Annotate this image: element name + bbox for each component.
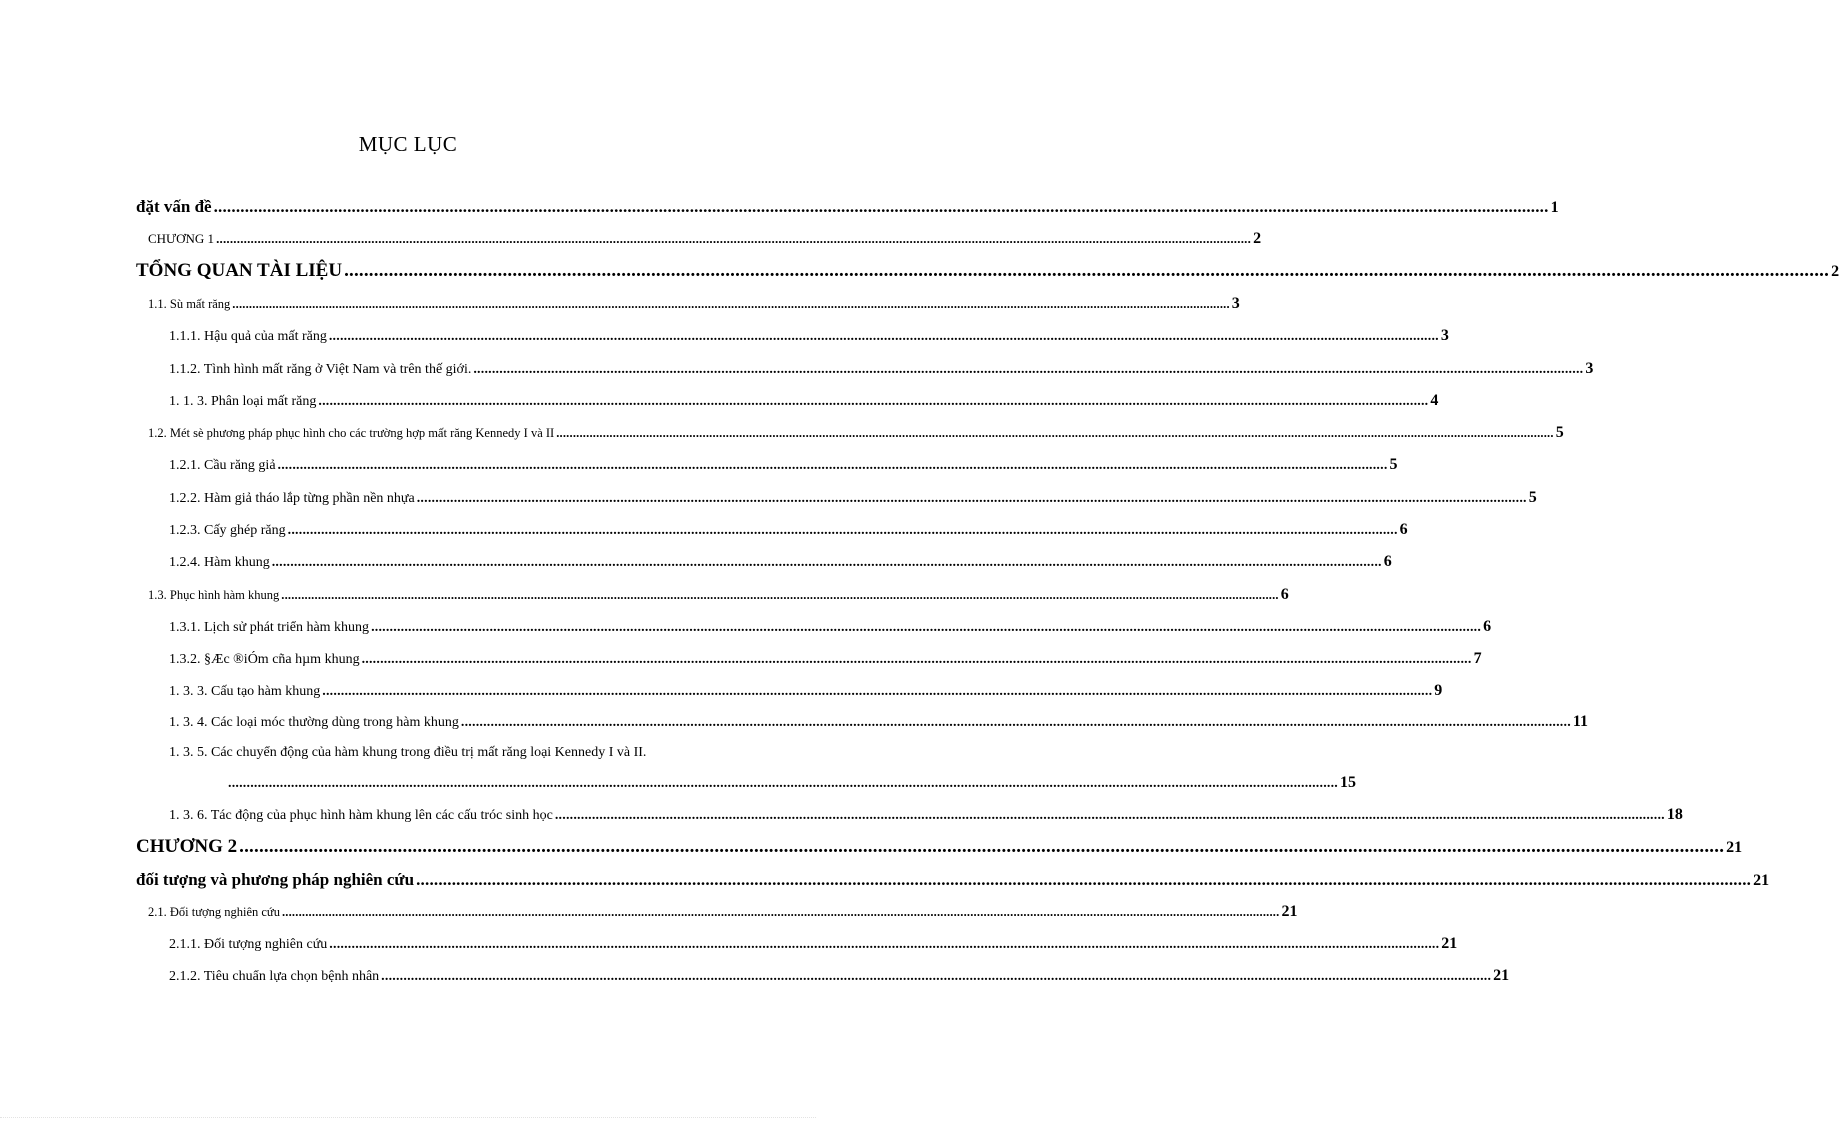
toc-entry-page: 9	[1434, 682, 1443, 699]
toc-leader-dots: ............................................................................................................................................................................................................................................................................................................	[322, 684, 1433, 699]
toc-entry[interactable]	[169, 806, 1683, 824]
toc-leader-dots: ............................................................................................................................................................................................................................................................................................................	[416, 491, 1527, 506]
toc-entry-page: 18	[1666, 806, 1683, 823]
toc-entry-page: 6	[1383, 553, 1392, 570]
toc-entry-label: 1.1.2. Tình hình mất răng ở Việt Nam và trên thế giới.	[169, 362, 472, 377]
toc-entry-page: 2	[1831, 263, 1839, 280]
toc-leader-dots: ............................................................................................................................................................................................................................................................................................................	[281, 588, 1279, 602]
toc-entry[interactable]	[169, 967, 1510, 985]
toc-entry-page: 2	[1253, 230, 1262, 247]
toc-leader-dots: ............................................................................................................................................................................................................................................................................................................	[329, 937, 1440, 952]
toc-entry-page: 21	[1753, 872, 1770, 889]
toc-entry-page: 11	[1572, 713, 1589, 730]
toc-leader-dots: ............................................................................................................................................................................................................................................................................................................	[556, 426, 1554, 440]
toc-entry[interactable]	[148, 903, 1298, 921]
toc-entry-page: 15	[1340, 774, 1356, 791]
toc-entry[interactable]	[169, 327, 1449, 345]
toc-leader-dots: ............................................................................................................................................................................................................................................................................................................	[232, 297, 1230, 311]
toc-leader-dots: ............................................................................................................................................................................................................................................................................................................	[344, 260, 1830, 281]
toc-leader-dots: ............................................................................................................................................................................................................................................................................................................	[281, 905, 1280, 919]
toc-entry-label: 1. 3. 6. Tác động của phục hình hàm khung lên các cấu tróc sinh học	[169, 808, 553, 823]
toc-entry-label: đặt vấn đề	[136, 197, 212, 216]
toc-leader-dots: ............................................................................................................................................................................................................................................................................................................	[460, 715, 1571, 730]
toc-entry[interactable]	[148, 586, 1289, 604]
toc-entry-label: 1.1. Sù mất răng	[148, 297, 231, 311]
toc-entry-label: 1.3.1. Lịch sử phát triển hàm khung	[169, 620, 370, 635]
toc-entry[interactable]	[148, 230, 1262, 248]
toc-entry-page: 21	[1493, 967, 1510, 984]
toc-leader-dots: ............................................................................................................................................................................................................................................................................................................	[371, 620, 1482, 635]
toc-entry-label: TỔNG QUAN TÀI LIỆU	[136, 260, 343, 281]
toc-leader-dots: ............................................................................................................................................................................................................................................................................................................	[328, 329, 1439, 344]
toc-entry[interactable]	[136, 260, 1839, 282]
toc-title: MỤC LỤC	[358, 132, 458, 156]
toc-leader-dots: ............................................................................................................................................................................................................................................................................................................	[277, 458, 1388, 473]
toc-entry[interactable]	[169, 456, 1398, 474]
toc-leader-dots: ............................................................................................................................................................................................................................................................................................................	[228, 776, 1338, 791]
toc-entry-label: đối tượng và phương pháp nghiên cứu	[136, 870, 415, 889]
toc-entry-page: 6	[1280, 586, 1289, 603]
toc-entry-label: 2.1. Đối tượng nghiên cứu	[148, 905, 280, 919]
toc-leader-dots: ............................................................................................................................................................................................................................................................................................................	[361, 652, 1472, 667]
toc-entry-continuation[interactable]	[226, 774, 1356, 792]
toc-entry-page: 3	[1231, 295, 1240, 312]
toc-entry-label: 1.3.2. §Æc ®iÓm cña hµm khung	[169, 652, 360, 667]
toc-entry[interactable]	[136, 197, 1559, 217]
toc-entry-label: 1. 3. 3. Cấu tạo hàm khung	[169, 684, 321, 699]
toc-entry[interactable]	[169, 745, 738, 761]
toc-entry[interactable]	[169, 618, 1492, 636]
toc-entry-label: 1.2. Mét sè phương pháp phục hình cho các trường hợp mất răng Kennedy I và II	[148, 426, 555, 440]
toc-entry-page: 1	[1550, 199, 1559, 216]
toc-entry-label: 2.1.2. Tiêu chuẩn lựa chọn bệnh nhân	[169, 969, 380, 984]
toc-entry-label: 1.2.3. Cấy ghép răng	[169, 523, 286, 538]
toc-entry[interactable]	[148, 295, 1240, 313]
toc-entry-page: 5	[1555, 424, 1564, 441]
toc-entry-page: 5	[1528, 489, 1537, 506]
toc-entry[interactable]	[148, 424, 1564, 442]
toc-entry[interactable]	[136, 870, 1770, 890]
toc-entry[interactable]	[169, 650, 1482, 668]
toc-entry-page: 3	[1585, 360, 1594, 377]
toc-leader-dots: ............................................................................................................................................................................................................................................................................................................	[318, 394, 1429, 409]
toc-entry-label: 1.2.2. Hàm giả tháo lắp từng phần nền nhựa	[169, 491, 415, 506]
toc-entry[interactable]	[169, 521, 1408, 539]
toc-entry[interactable]	[169, 682, 1443, 700]
toc-entry-label: 1. 3. 5. Các chuyển động của hàm khung trong điều trị mất răng loại Kennedy I và II.	[169, 745, 647, 760]
toc-entry[interactable]	[169, 489, 1537, 507]
toc-entry-page: 21	[1441, 935, 1458, 952]
toc-entry[interactable]	[169, 713, 1589, 731]
toc-entry-label: 1.3. Phục hình hàm khung	[148, 588, 280, 602]
toc-entry-page: 4	[1430, 392, 1439, 409]
toc-entry[interactable]	[169, 935, 1458, 953]
toc-entry-page: 6	[1483, 618, 1492, 635]
toc-entry-page: 3	[1440, 327, 1449, 344]
toc-leader-dots: ............................................................................................................................................................................................................................................................................................................	[287, 523, 1398, 538]
toc-entry[interactable]	[136, 836, 1743, 858]
toc-leader-dots: ............................................................................................................................................................................................................................................................................................................	[381, 969, 1492, 984]
toc-entry-label: 2.1.1. Đối tượng nghiên cứu	[169, 937, 328, 952]
toc-leader-dots: ............................................................................................................................................................................................................................................................................................................	[239, 836, 1725, 857]
toc-entry-label: 1.2.4. Hàm khung	[169, 555, 270, 570]
toc-entry[interactable]	[169, 392, 1439, 410]
toc-entry-page: 6	[1399, 521, 1408, 538]
toc-entry-page: 7	[1473, 650, 1482, 667]
toc-leader-dots: ............................................................................................................................................................................................................................................................................................................	[216, 231, 1252, 246]
toc-leader-dots: ............................................................................................................................................................................................................................................................................................................	[213, 197, 1549, 216]
toc-entry-label: 1. 3. 4. Các loại móc thường dùng trong hàm khung	[169, 715, 459, 730]
toc-entry-label: CHƯƠNG 1	[148, 231, 215, 246]
toc-entry-page: 21	[1281, 903, 1298, 920]
toc-entry-label: 1.1.1. Hậu quả của mất răng	[169, 329, 327, 344]
toc-leader-dots: ............................................................................................................................................................................................................................................................................................................	[271, 555, 1382, 570]
toc-entry-page: 21	[1726, 839, 1743, 856]
toc-leader-dots: ............................................................................................................................................................................................................................................................................................................	[554, 808, 1665, 823]
toc-entry[interactable]	[169, 360, 1594, 378]
toc-entry-label: 1.2.1. Cầu răng giả	[169, 458, 276, 473]
toc-entry-page: 5	[1389, 456, 1398, 473]
toc-leader-dots: ............................................................................................................................................................................................................................................................................................................	[416, 870, 1752, 889]
toc-leader-dots: ............................................................................................................................................................................................................................................................................................................	[473, 362, 1584, 377]
toc-entry[interactable]	[169, 553, 1392, 571]
toc-entry-label: CHƯƠNG 2	[136, 836, 238, 857]
toc-entry-label: 1. 1. 3. Phân loại mất răng	[169, 394, 317, 409]
page-bottom-rule	[0, 1117, 816, 1118]
